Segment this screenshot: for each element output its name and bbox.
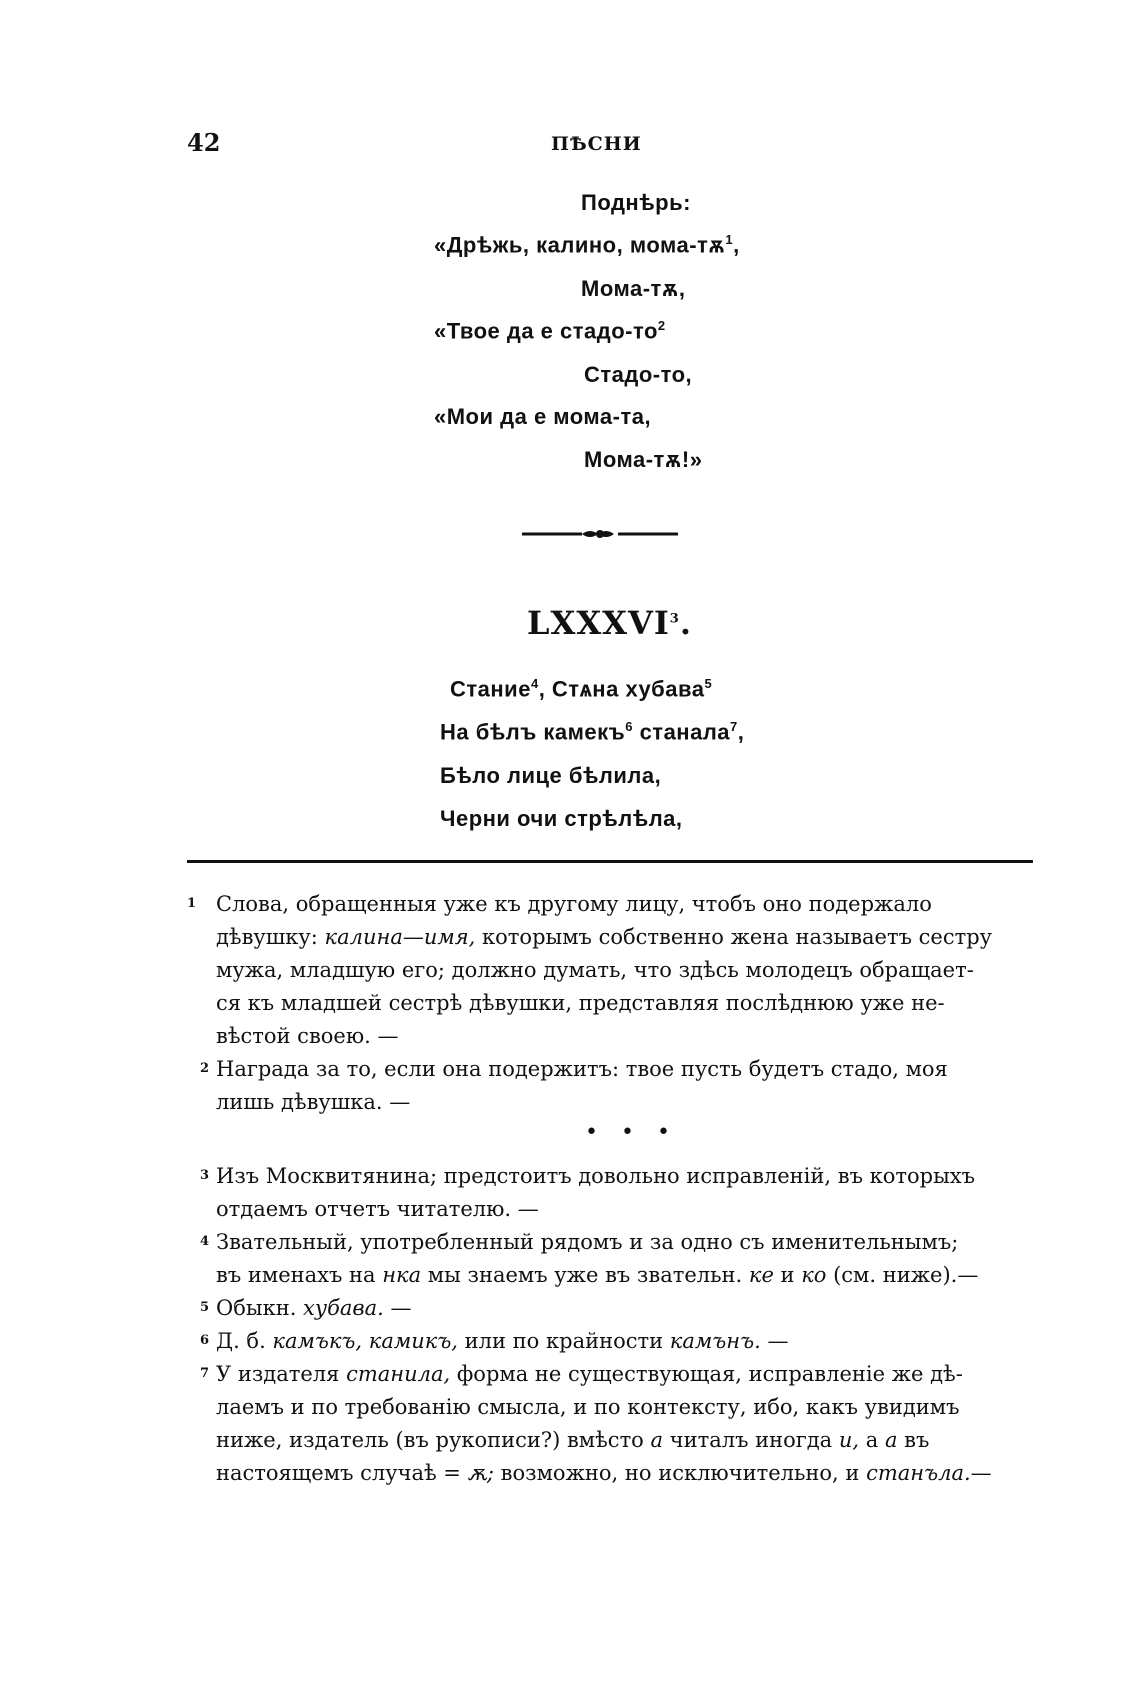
footnote-line: У издателя станила, форма не существующая, исправленіе же дѣ- bbox=[216, 1362, 963, 1386]
separator-dots: • • • bbox=[585, 1120, 678, 1145]
footnote-ref: 4 bbox=[530, 676, 539, 691]
verse-line: Мома-тѫ, bbox=[581, 276, 686, 301]
footnote bbox=[200, 1226, 209, 1262]
footnote-line: отдаемъ отчетъ читателю. — bbox=[216, 1197, 539, 1221]
footnote-line: Слова, обращенныя уже къ другому лицу, чтобъ оно подержало bbox=[216, 892, 932, 916]
footnote-line: Обыкн. хубава. — bbox=[216, 1296, 412, 1320]
footnote-marker: 6 bbox=[200, 1333, 210, 1348]
footnote bbox=[200, 1358, 209, 1394]
verse-line: «Твое да е стадо-$то^2$ bbox=[434, 318, 666, 344]
footnote bbox=[200, 1325, 209, 1361]
footnote-line: ся къ младшей сестрѣ дѣвушки, представляя послѣднюю уже не- bbox=[216, 991, 945, 1015]
page-number: 42 bbox=[187, 128, 221, 157]
running-title: ПѢСНИ bbox=[551, 133, 642, 155]
refrain-label: Поднѣрь: bbox=[581, 190, 691, 215]
footnote-marker: 7 bbox=[200, 1366, 210, 1381]
song-number: LXXXVI$^3$. bbox=[527, 604, 692, 642]
footnote-line: настоящемъ случаѣ = ѫ; возможно, но исключительно, и станъла.— bbox=[216, 1461, 992, 1485]
footnote-line: дѣвушку: калина—имя, которымъ собственно жена называетъ сестру bbox=[216, 925, 992, 949]
footnote-line: ниже, издатель (въ рукописи?) вмѣсто а читалъ иногда и, а а въ bbox=[216, 1428, 930, 1452]
footnote-marker: 4 bbox=[200, 1234, 210, 1249]
verse-line: Стадо-то, bbox=[584, 362, 693, 387]
footnote-ref: 2 bbox=[657, 318, 666, 333]
footnote-rule bbox=[187, 860, 1033, 863]
footnote-marker: 1 bbox=[187, 896, 197, 911]
ornament-divider bbox=[520, 525, 680, 543]
footnote-line: лаемъ и по требованію смысла, и по контексту, ибо, какъ увидимъ bbox=[216, 1395, 960, 1419]
footnote bbox=[200, 1160, 209, 1196]
footnote bbox=[200, 1292, 209, 1328]
footnote-marker: 2 bbox=[200, 1061, 210, 1076]
verse-line: «Дрѣжь, калино, мома-$тѫ^1$, bbox=[434, 232, 740, 258]
footnote-ref: 6 bbox=[625, 719, 633, 734]
footnote-marker: 5 bbox=[200, 1300, 210, 1315]
footnote-line: мужа, младшую его; должно думать, что здѣсь молодецъ обращает- bbox=[216, 958, 974, 982]
verse-line: «Мои да е мома-та, bbox=[434, 404, 652, 429]
footnote-ref: 7 bbox=[730, 719, 738, 734]
footnote-line: Изъ Москвитянина; предстоитъ довольно исправленій, въ которыхъ bbox=[216, 1164, 975, 1188]
footnote-line: Д. б. камъкъ, камикъ, или по крайности камънъ. — bbox=[216, 1329, 789, 1353]
verse-line: Черни очи стрѣлѣла, bbox=[440, 806, 683, 831]
verse-line: Стание$^4$, Стѧна хубава$^5$ bbox=[450, 676, 713, 702]
footnote-ref: 1 bbox=[725, 232, 734, 247]
footnote-ref: 5 bbox=[704, 676, 713, 691]
footnote-marker: 3 bbox=[200, 1168, 210, 1183]
footnote-line: лишь дѣвушка. — bbox=[216, 1090, 411, 1114]
footnote-ref: 3 bbox=[669, 611, 680, 627]
verse-line: Мома-тѫ!» bbox=[584, 447, 703, 472]
footnote bbox=[187, 888, 196, 924]
verse-line: Бѣло лице бѣлила, bbox=[440, 763, 662, 788]
footnote-line: Звательный, употребленный рядомъ и за одно съ именительнымъ; bbox=[216, 1230, 959, 1254]
verse-line: На бѣлъ камекъ$^6$ станала$^7$, bbox=[440, 719, 745, 745]
footnote-line: Награда за то, если она подержитъ: твое пусть будетъ стадо, моя bbox=[216, 1057, 948, 1081]
footnote bbox=[200, 1053, 209, 1089]
footnote-line: вѣстой своею. — bbox=[216, 1024, 399, 1048]
footnote-line: въ именахъ на нка мы знаемъ уже въ звательн. ке и ко (см. ниже).— bbox=[216, 1263, 979, 1287]
